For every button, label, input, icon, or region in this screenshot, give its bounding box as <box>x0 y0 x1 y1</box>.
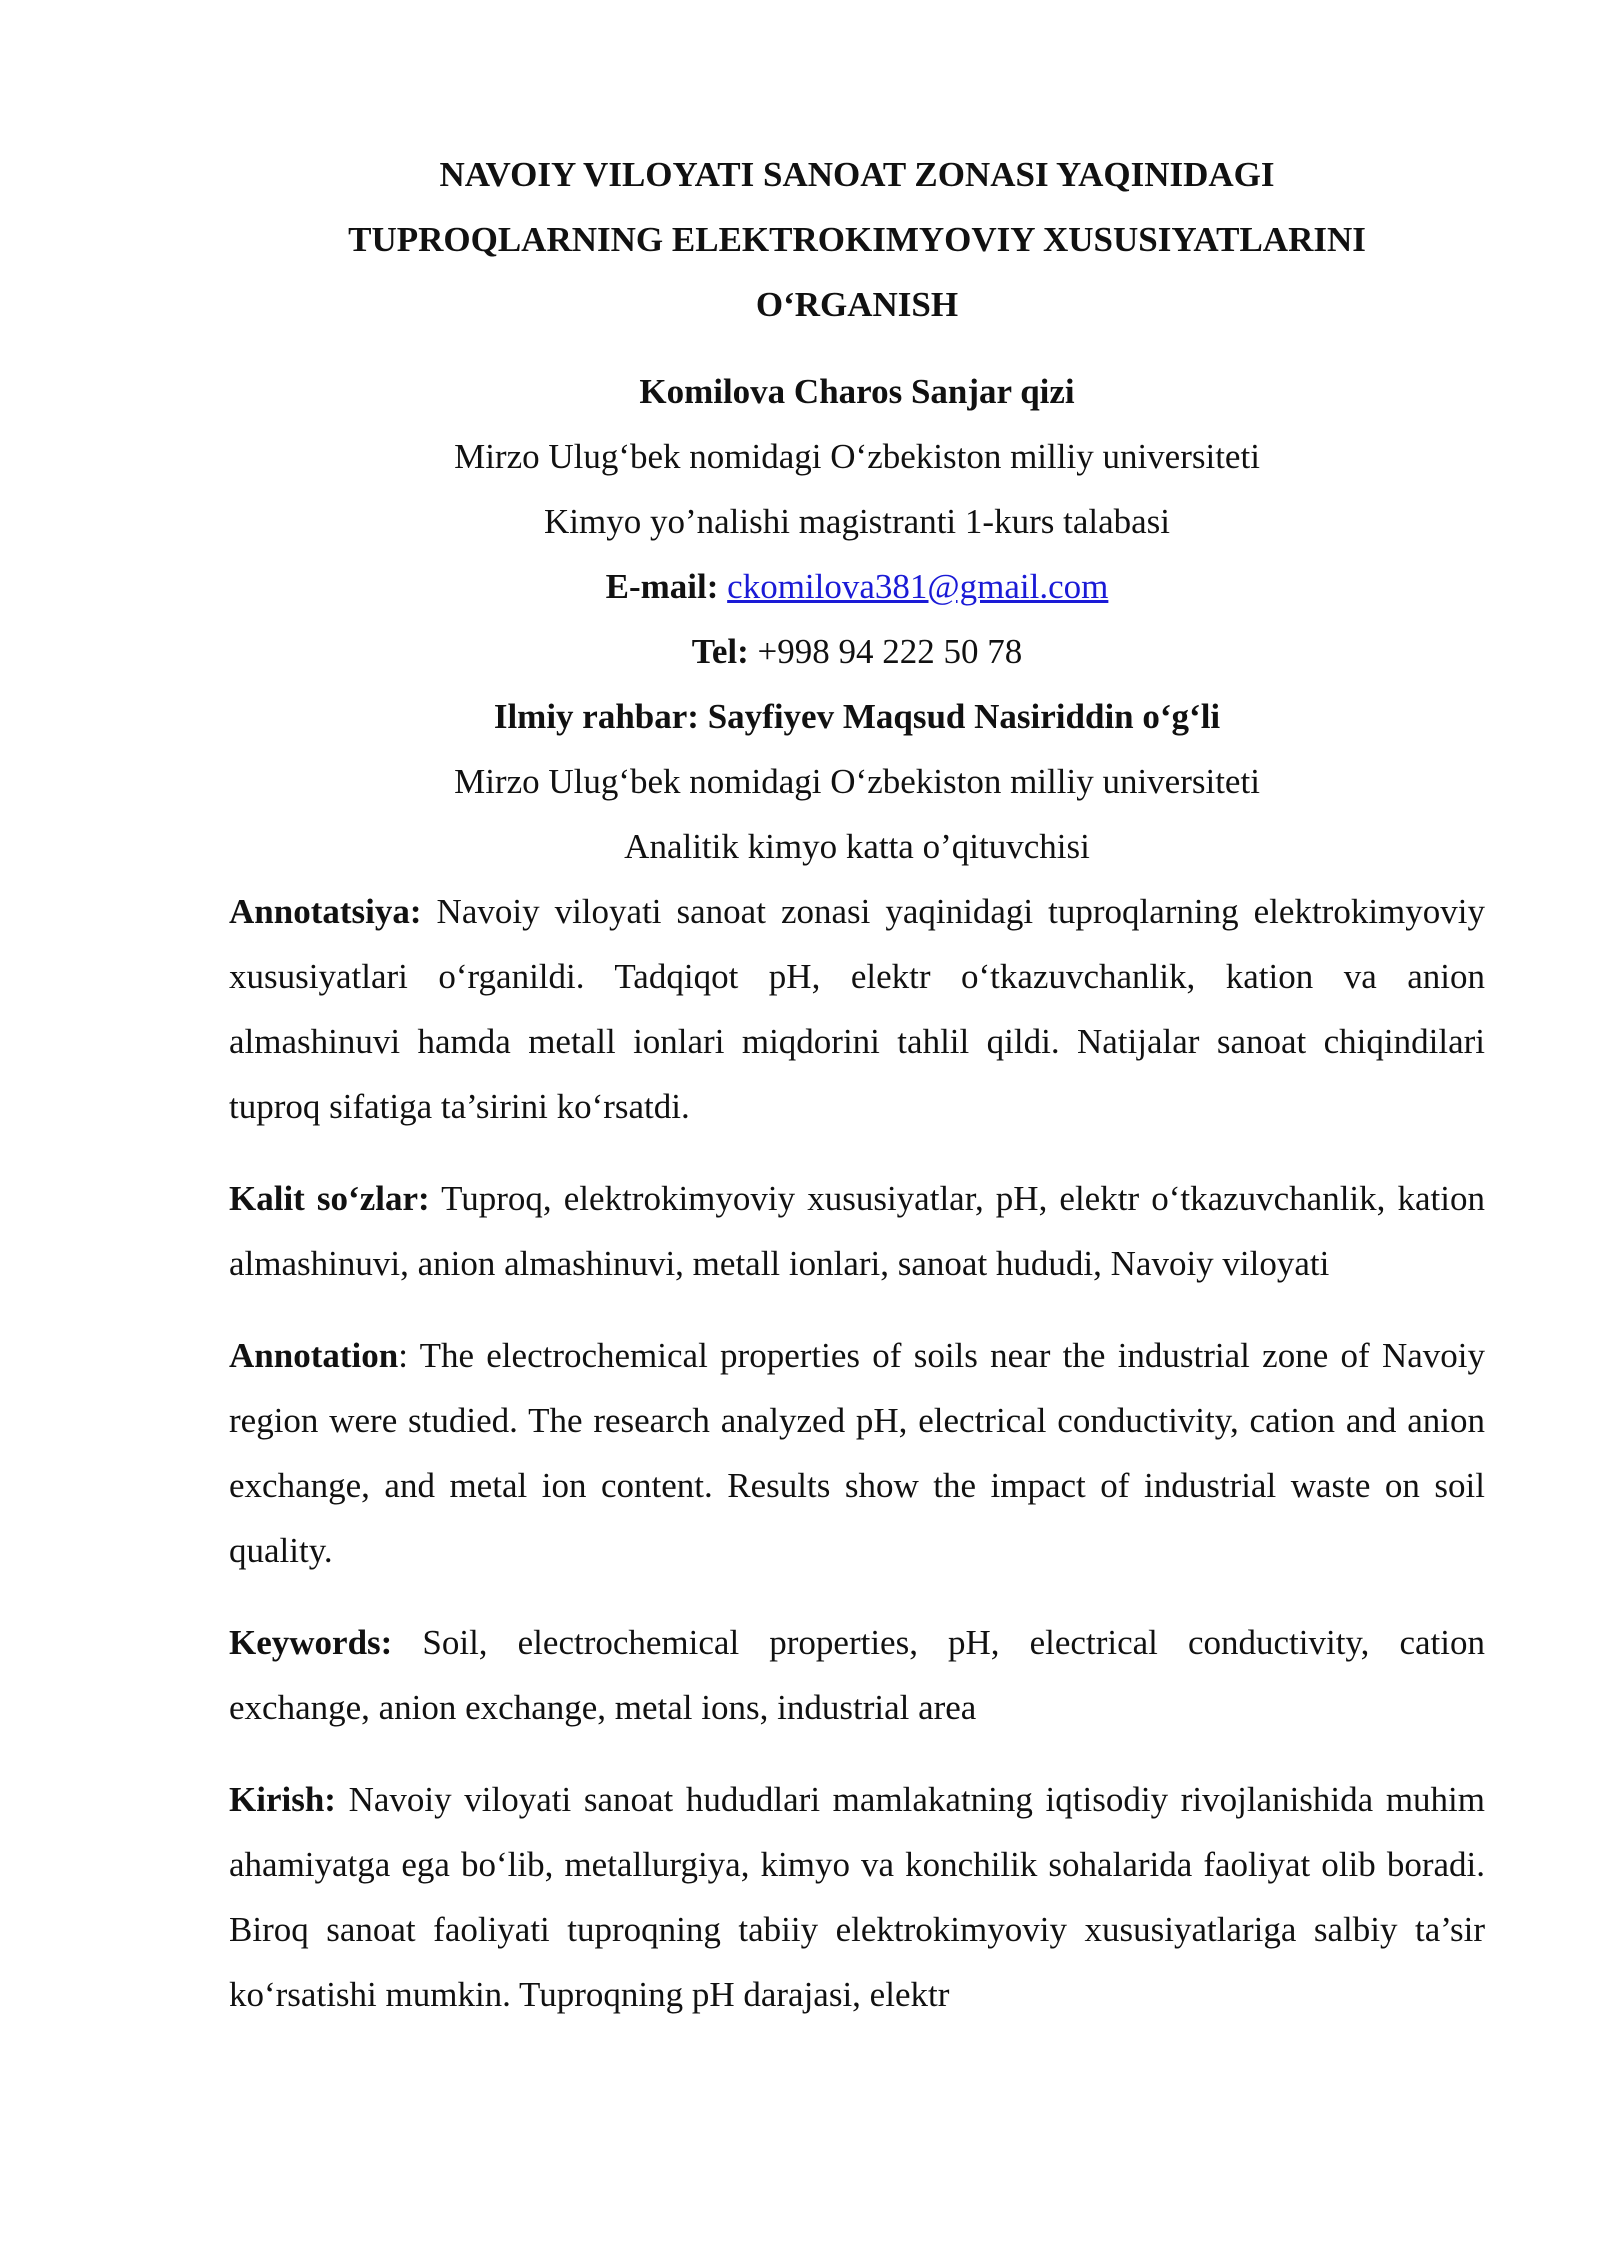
title-line-2: TUPROQLARNING ELEKTROKIMYOVIY XUSUSIYATLARINI <box>348 220 1366 259</box>
kalit-sozlar-paragraph <box>229 1166 1485 1296</box>
tel-label: Tel: <box>691 632 749 671</box>
kirish-label: Kirish: <box>229 1780 336 1819</box>
supervisor-affiliation: Mirzo Ulug‘bek nomidagi O‘zbekiston milliy universiteti <box>454 762 1260 801</box>
kalit-sozlar-text: Tuproq, elektrokimyoviy xususiyatlar, pH, elektr o‘tkazuvchanlik, kation almashinuvi, anion almashinuvi, metall ionlari, sanoat hududi, Navoiy viloyati <box>229 1179 1485 1283</box>
supervisor-position: Analitik kimyo katta o’qituvchisi <box>624 827 1090 866</box>
author-affiliation: Mirzo Ulug‘bek nomidagi O‘zbekiston milliy universiteti <box>454 437 1260 476</box>
body-text <box>229 879 1485 2027</box>
keywords-text: Soil, electrochemical properties, pH, electrical conductivity, cation exchange, anion exchange, metal ions, industrial area <box>229 1623 1485 1727</box>
annotation-paragraph <box>229 1323 1485 1583</box>
kirish-paragraph <box>229 1767 1485 2027</box>
title-line-3: O‘RGANISH <box>755 285 959 324</box>
email-link[interactable]: ckomilova381@gmail.com <box>727 567 1109 606</box>
paper-title <box>229 142 1485 337</box>
annotatsiya-label: Annotatsiya: <box>229 892 422 931</box>
annotation-text: : The electrochemical properties of soils near the industrial zone of Navoiy region were studied. The research analyzed pH, electrical conductivity, cation and anion exchange, and metal ion content. Results show the impact of industrial waste on soil quality. <box>229 1336 1485 1570</box>
keywords-label: Keywords: <box>229 1623 393 1662</box>
author-block <box>229 359 1485 684</box>
author-name: Komilova Charos Sanjar qizi <box>639 372 1075 411</box>
title-line-1: NAVOIY VILOYATI SANOAT ZONASI YAQINIDAGI <box>439 155 1275 194</box>
annotatsiya-paragraph <box>229 879 1485 1139</box>
paper-page <box>229 142 1485 2027</box>
author-tel-line <box>229 619 1485 684</box>
author-position: Kimyo yo’nalishi magistranti 1-kurs talabasi <box>543 502 1170 541</box>
kirish-text: Navoiy viloyati sanoat hududlari mamlakatning iqtisodiy rivojlanishida muhim ahamiyatga ega bo‘lib, metallurgiya, kimyo va konchilik sohalarida faoliyat olib boradi. Biroq sanoat faoliyati tuproqning tabiiy elektrokimyoviy xususiyatlariga salbiy ta’sir ko‘rsatishi mumkin. Tuproqning pH darajasi, elektr <box>229 1780 1485 2014</box>
annotation-label: Annotation <box>229 1336 399 1375</box>
email-label: E-mail: <box>605 567 719 606</box>
tel-value: +998 94 222 50 78 <box>757 632 1023 671</box>
kalit-sozlar-label: Kalit so‘zlar: <box>229 1179 430 1218</box>
supervisor-name: Ilmiy rahbar: Sayfiyev Maqsud Nasiriddin o‘g‘li <box>493 697 1221 736</box>
supervisor-block <box>229 684 1485 879</box>
annotatsiya-text: Navoiy viloyati sanoat zonasi yaqinidagi tuproqlarning elektrokimyoviy xususiyatlari o‘rganildi. Tadqiqot pH, elektr o‘tkazuvchanlik, kation va anion almashinuvi hamda metall ionlari miqdorini tahlil qildi. Natijalar sanoat chiqindilari tuproq sifatiga ta’sirini ko‘rsatdi. <box>229 892 1485 1126</box>
author-email-line <box>229 554 1485 619</box>
keywords-paragraph <box>229 1610 1485 1740</box>
